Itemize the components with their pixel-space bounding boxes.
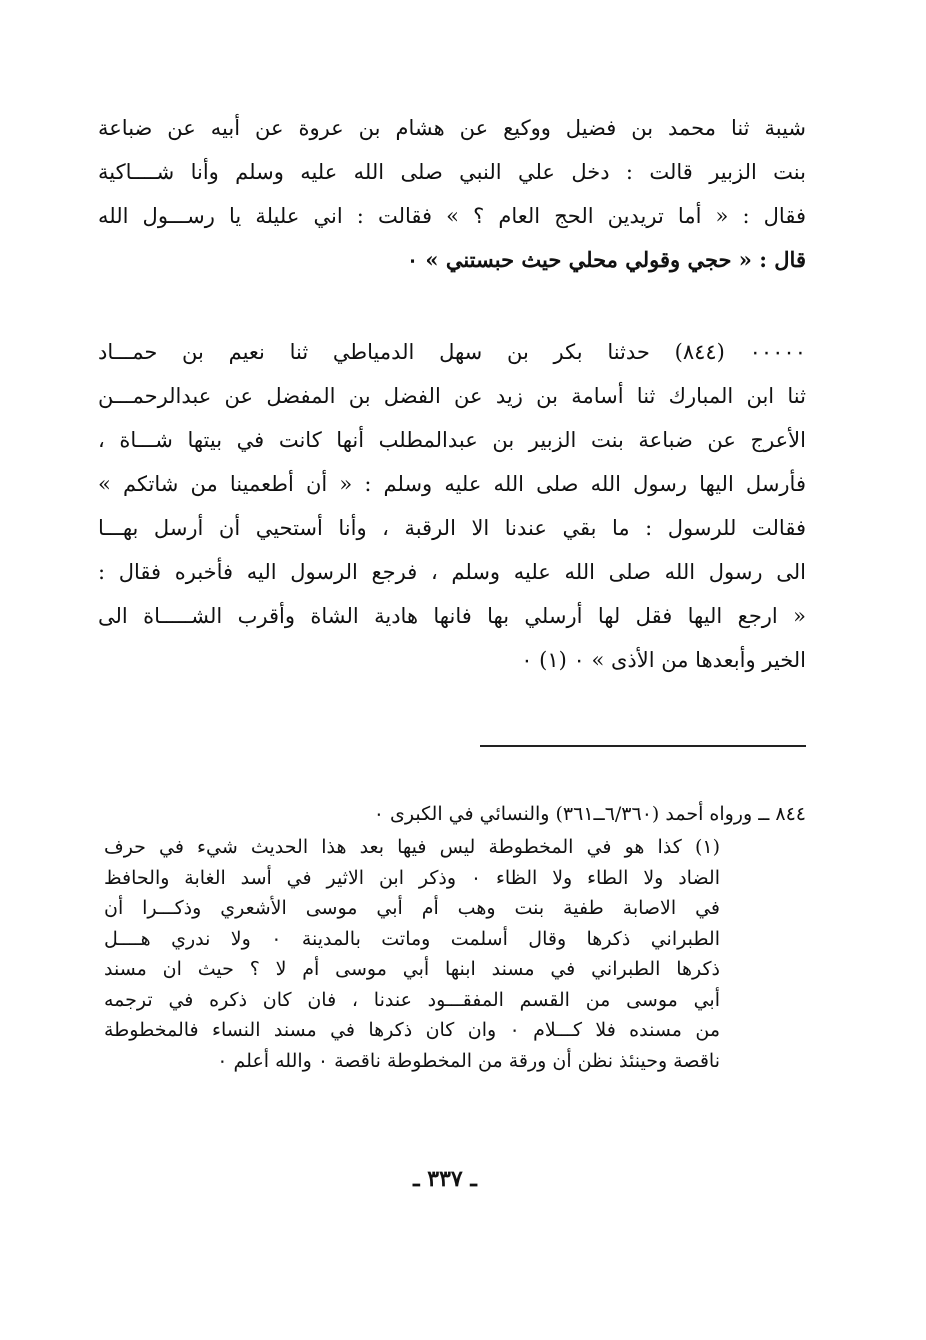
footnote-body <box>104 832 720 1076</box>
footnote-line: من مسنده فلا كـــلام ٠ وان كان ذكرها في مسند النساء فالمخطوطة <box>104 1019 720 1041</box>
text-line: فأرسل اليها رسول الله صلى الله عليه وسلم : « أن أطعمينا من شاتكم » <box>98 472 806 496</box>
footnote-line: (١) كذا هو في المخطوطة ليس فيها بعد هذا الحديث شيء في حرف <box>104 836 720 858</box>
text-line: الخير وأبعدها من الأذى » ٠ (١) ٠ <box>521 648 806 672</box>
text-line: الأعرج عن ضباعة بنت الزبير بن عبدالمطلب أنها كانت في بيتها شـــاة ، <box>98 428 806 452</box>
text-line: شيبة ثنا محمد بن فضيل ووكيع عن هشام بن عروة عن أبيه عن ضباعة <box>98 116 806 140</box>
text-line: فقال : « أما تريدين الحج العام ؟ » فقالت : اني عليلة يا رســـول الله <box>98 204 806 228</box>
text-line: فقالت للرسول : ما بقي عندنا الا الرقبة ، وأنا أستحيي أن أرسل بهـــا <box>98 516 806 540</box>
page-number: ـ ٣٣٧ ـ <box>413 1166 477 1192</box>
text-line: بنت الزبير قالت : دخل علي النبي صلى الله عليه وسلم وأنا شــــاكية <box>98 160 806 184</box>
footnote-line: الضاد ولا الطاء ولا الظاء ٠ وذكر ابن الاثير في أسد الغابة والحافظ <box>104 866 720 889</box>
text-line: قال : « حجي وقولي محلي حيث حبستني » ٠ <box>406 247 806 272</box>
footnote-line: في الاصابة طفية بنت وهب أم أبي موسى الأشعري وذكـــرا أن <box>104 897 720 919</box>
text-line: الى رسول الله صلى الله عليه وسلم ، فرجع الرسول اليه فأخبره فقال : <box>98 560 806 584</box>
text-line: ثنا ابن المبارك ثنا أسامة بن زيد عن الفضل بن المفضل عن عبدالرحمـــن <box>98 384 806 408</box>
text-line: ٠٠٠٠٠ (٨٤٤) حدثنا بكر بن سهل الدمياطي ثنا نعيم بن حمـــاد <box>98 340 806 364</box>
footnote-reference: ٨٤٤ ــ ورواه أحمد (٦/٣٦٠ــ٣٦١) والنسائي في الكبرى ٠ <box>373 803 806 825</box>
footnote-line: ذكرها الطبراني في مسند ابنها أبي موسى أم لا ؟ حيث ان مسند <box>104 958 720 980</box>
footnote-line: الطبراني ذكرها وقال أسلمت وماتت بالمدينة ٠ ولا ندري هــــل <box>104 927 720 950</box>
hadith-paragraph-2 <box>98 330 806 682</box>
footnote-divider <box>480 745 806 747</box>
hadith-paragraph-1 <box>98 106 806 282</box>
footnote-line: ناقصة وحينئذ نظن أن ورقة من المخطوطة ناقصة ٠ والله أعلم ٠ <box>217 1049 720 1072</box>
text-line: « ارجع اليها فقل لها أرسلي بها فانها هادية الشاة وأقرب الشـــــاة الى <box>98 604 806 628</box>
footnote-line: أبي موسى من القسم المفقـــود عندنا ، فان كان ذكره في ترجمه <box>104 988 720 1011</box>
